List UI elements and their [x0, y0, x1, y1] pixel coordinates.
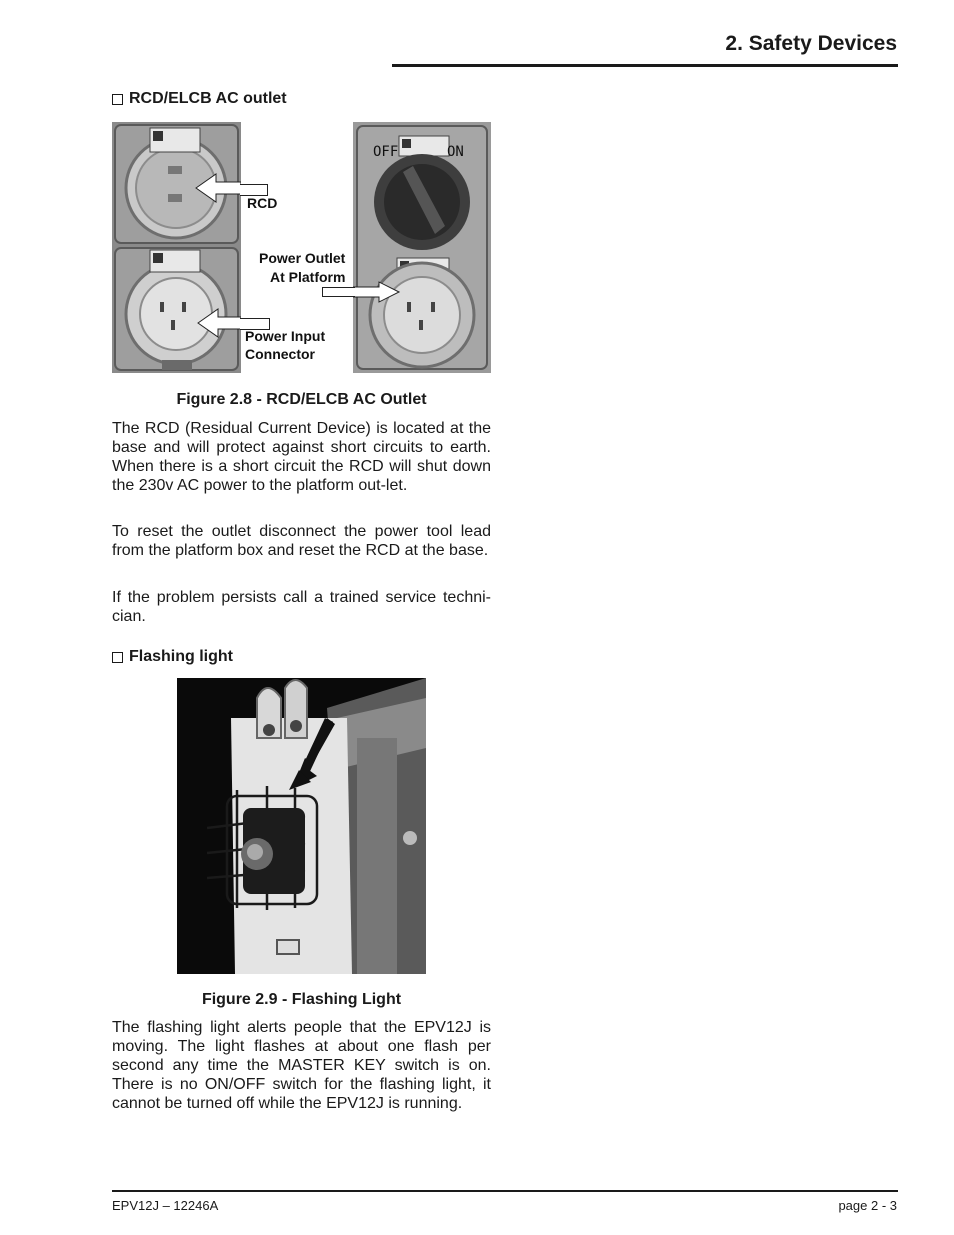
section-heading-flashing-light — [112, 648, 233, 666]
flashing-light-photo — [177, 678, 426, 974]
rcd-paragraph-2: To reset the outlet disconnect the power tool lead from the platform box and reset the RCD at the base. — [112, 523, 491, 559]
power-outlet-label-line1: Power Outlet — [259, 250, 346, 266]
section-heading-flashing-light-text: Flashing light — [129, 648, 233, 665]
header-rule — [392, 64, 898, 67]
footer-rule — [112, 1190, 898, 1192]
checkbox-bullet-icon — [112, 94, 123, 105]
outlet-arrow-tail — [322, 287, 355, 297]
rcd-label: RCD — [247, 195, 278, 211]
switch-off-text: OFF — [373, 144, 399, 160]
figure-2-8-caption: Figure 2.8 - RCD/ELCB AC Outlet — [176, 391, 427, 408]
checkbox-bullet-icon — [112, 652, 123, 663]
power-input-label-line2: Connector — [245, 346, 315, 362]
rcd-paragraph-3: If the problem persists call a trained service techni-cian. — [112, 589, 491, 625]
switch-on-text: ON — [447, 144, 464, 160]
footer-doc-id: EPV12J – 12246A — [112, 1198, 219, 1213]
figure-2-9-caption: Figure 2.9 - Flashing Light — [201, 991, 402, 1008]
rcd-paragraph-1: The RCD (Residual Current Device) is located at the base and will protect against short circuits to earth. When there is a short circuit the RCD will shut down the 230v AC power to the platform out-let. — [112, 420, 491, 494]
flashing-light-paragraph: The flashing light alerts people that the EPV12J is moving. The light flashes at about one flash per second any time the MASTER KEY switch is on. There is no ON/OFF switch for the flashing light, it cannot be turned off while the EPV12J is running. — [112, 1019, 491, 1112]
page-title: 2. Safety Devices — [725, 32, 897, 55]
power-outlet-label-line2: At Platform — [270, 269, 346, 285]
power-input-label-line1: Power Input — [245, 328, 326, 344]
section-heading-rcd — [112, 90, 287, 108]
rcd-unit-photo — [112, 122, 241, 373]
platform-outlet-photo — [353, 122, 491, 373]
section-heading-rcd-text: RCD/ELCB AC outlet — [129, 90, 287, 107]
footer-page-number: page 2 - 3 — [838, 1198, 897, 1213]
